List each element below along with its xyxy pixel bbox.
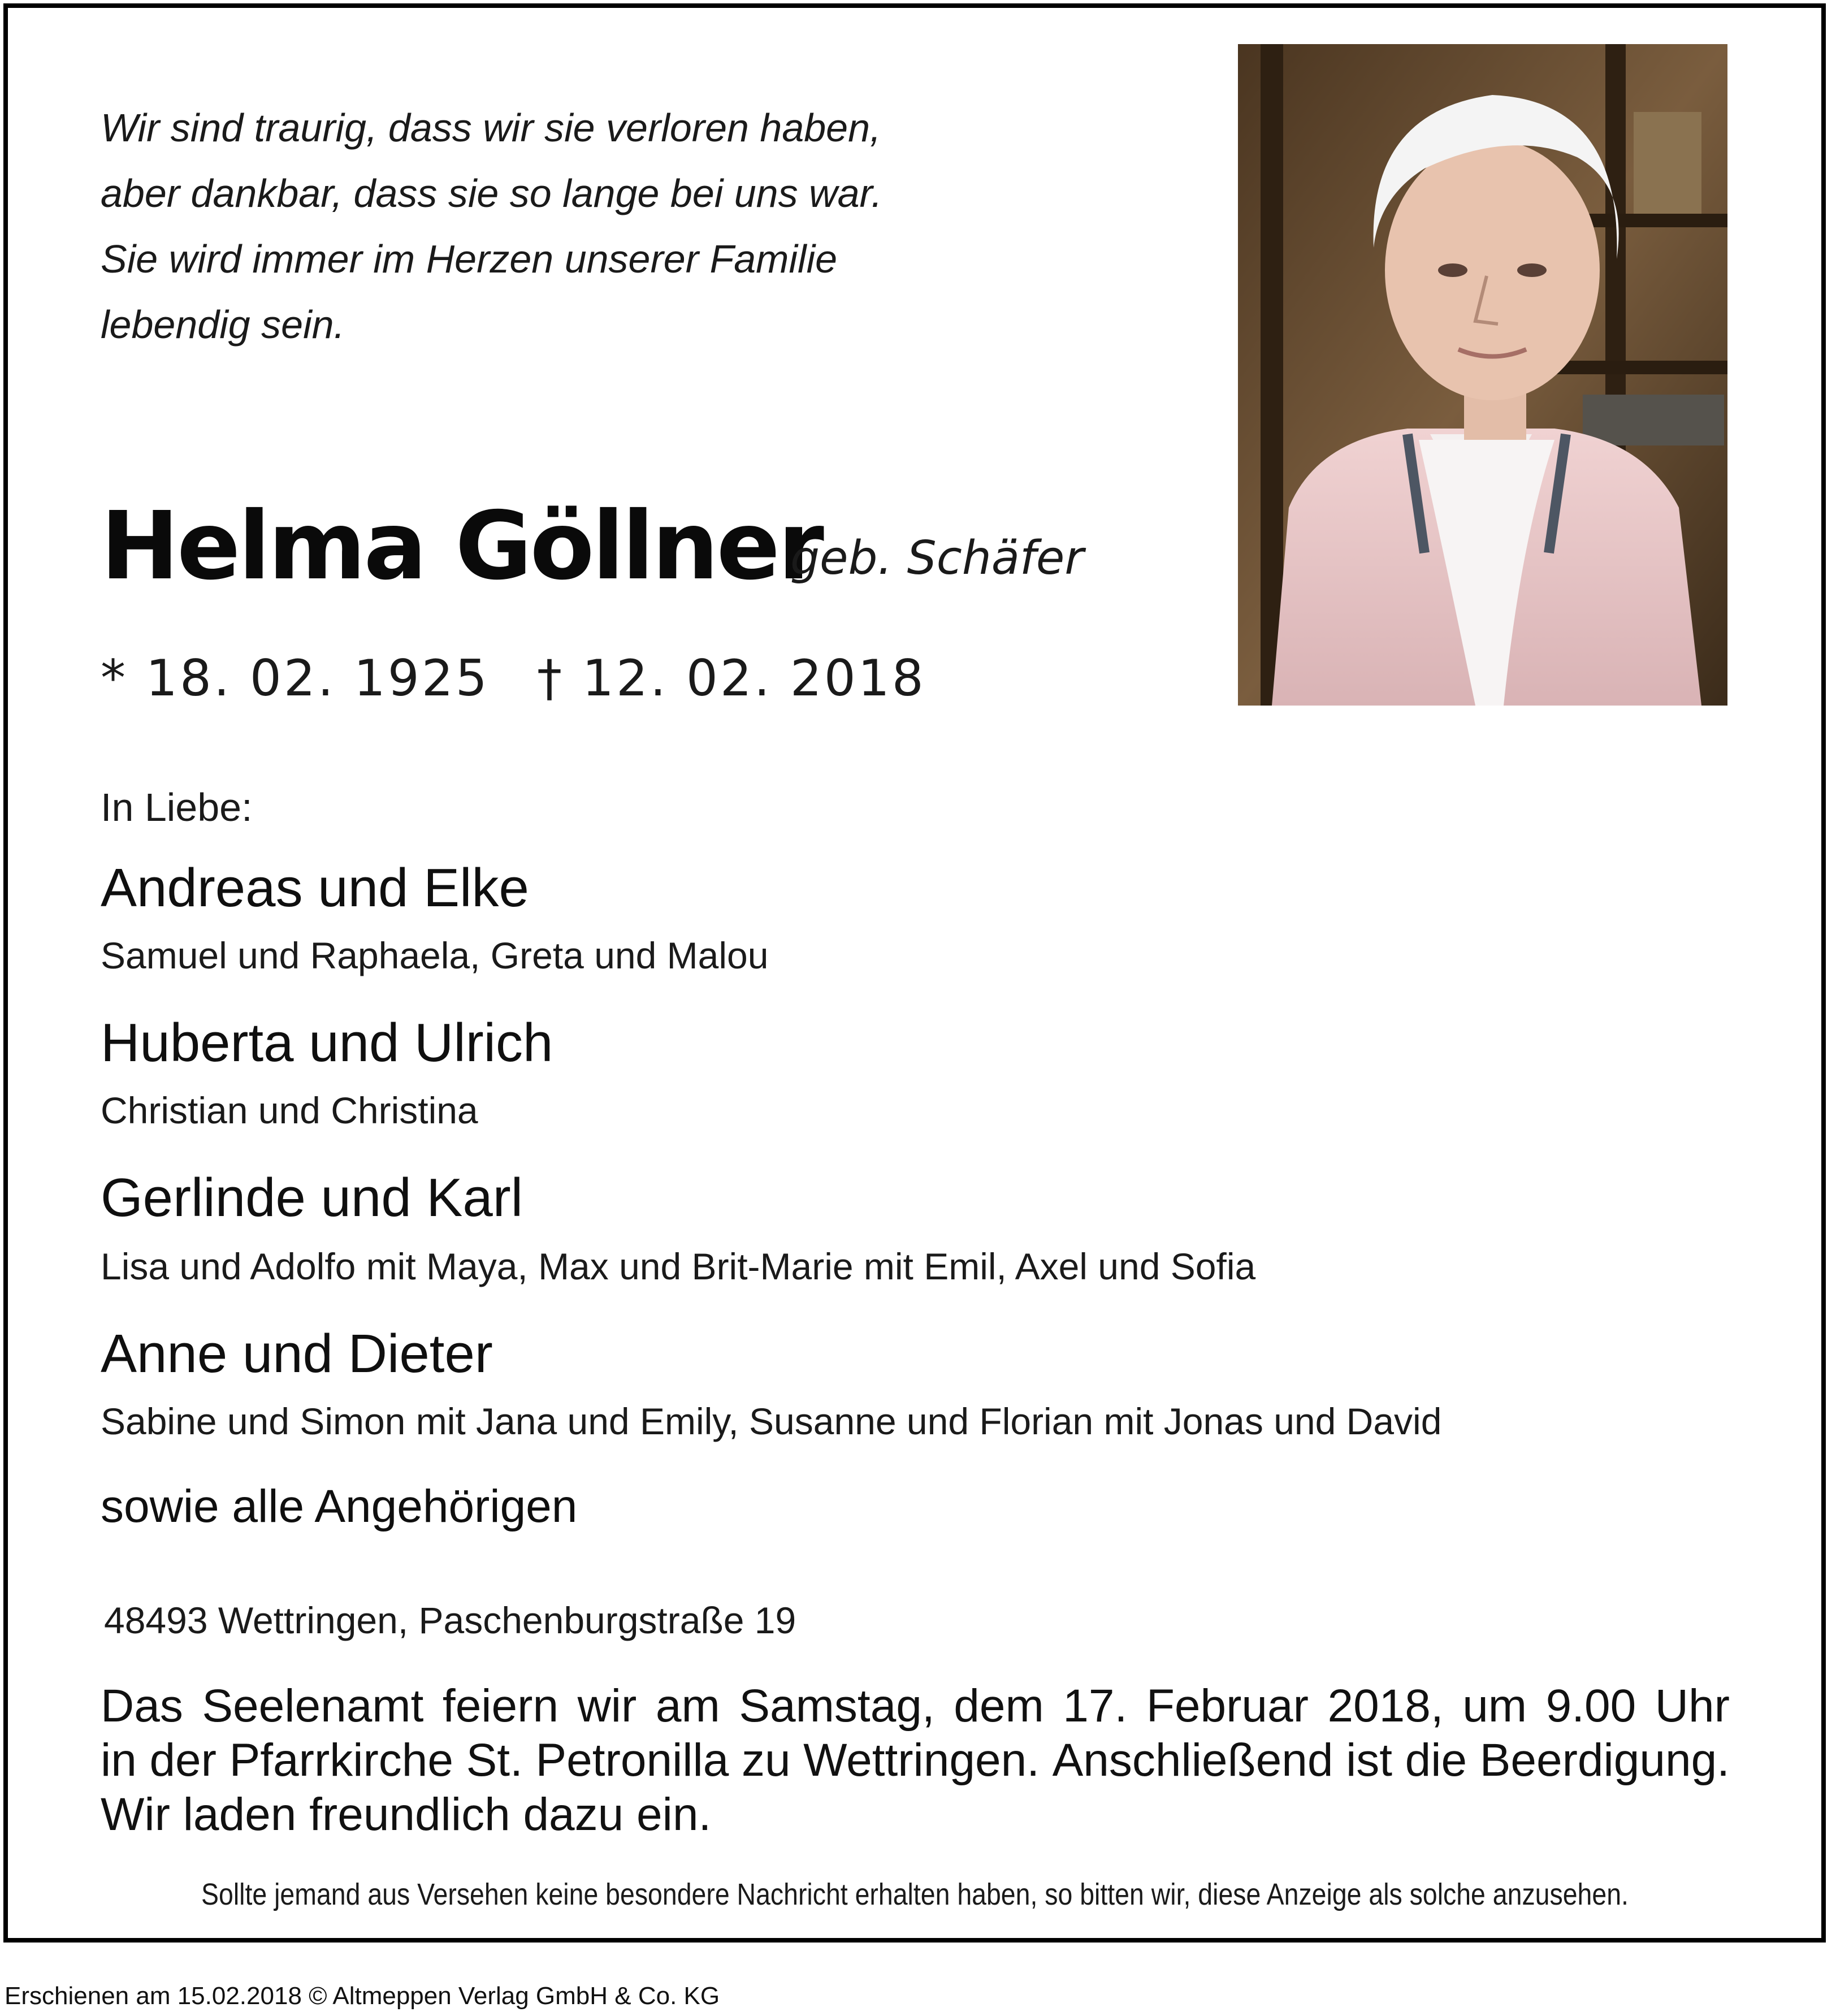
service-word: 9.00 [1545,1680,1636,1732]
service-word: zu [741,1734,791,1786]
portrait-photo [1238,44,1727,706]
portrait-icon [1238,44,1727,706]
service-word: 2018, [1327,1680,1444,1732]
birth-date: * 18. 02. 1925 [101,649,490,707]
service-word: der [149,1734,216,1786]
service-word: Beerdigung. [1479,1734,1730,1786]
poem [101,95,882,357]
publication-footer: Erschienen am 15.02.2018 © Altmeppen Verlag GmbH & Co. KG [5,1982,720,2010]
service-word: Wettringen. [803,1734,1040,1786]
other-relatives: sowie alle Angehörigen [101,1481,578,1532]
service-line-1 [101,1679,1730,1733]
service-line-3: Wir laden freundlich dazu ein. [101,1789,712,1840]
poem-line: Wir sind traurig, dass wir sie verloren haben, [101,106,881,150]
service-word: Anschließend [1052,1734,1333,1786]
service-info [101,1679,1730,1842]
family-head: Anne und Dieter [101,1323,493,1384]
family-head: Gerlinde und Karl [101,1167,523,1228]
family-head: Andreas und Elke [101,858,529,918]
service-word: wir [577,1680,637,1732]
service-word: in [101,1734,137,1786]
service-word: Samstag, [739,1680,935,1732]
mourners-intro: In Liebe: [101,785,253,829]
family-members: Sabine und Simon mit Jana und Emily, Susanne und Florian mit Jonas und David [101,1400,1442,1442]
service-word: die [1405,1734,1467,1786]
service-word: Seelenamt [202,1680,424,1732]
service-word: Pfarrkirche [229,1734,453,1786]
service-word: Das [101,1680,183,1732]
service-word: St. [466,1734,523,1786]
service-word: dem [954,1680,1044,1732]
poem-line: lebendig sein. [101,302,345,347]
service-word: am [655,1680,720,1732]
poem-line: aber dankbar, dass sie so lange bei uns war. [101,171,882,215]
poem-line: Sie wird immer im Herzen unserer Familie [101,237,838,281]
family-head: Huberta und Ulrich [101,1013,553,1073]
service-word: feiern [442,1680,559,1732]
service-word: 17. [1063,1680,1128,1732]
address: 48493 Wettringen, Paschenburgstraße 19 [104,1599,796,1641]
service-line-2 [101,1733,1730,1788]
service-word: Petronilla [535,1734,729,1786]
family-members: Lisa und Adolfo mit Maya, Max und Brit-Marie mit Emil, Axel und Sofia [101,1245,1256,1287]
maiden-name: geb. Schäfer [790,531,1084,585]
service-word: um [1462,1680,1527,1732]
notice-text: Sollte jemand aus Versehen keine besondere Nachricht erhalten haben, so bitten wir, diese Anzeige als solche anzusehen. [201,1877,1629,1911]
service-word: ist [1346,1734,1393,1786]
service-word: Februar [1146,1680,1309,1732]
family-members: Samuel und Raphaela, Greta und Malou [101,935,769,976]
deceased-name: Helma Göllner [101,492,822,601]
service-word: Uhr [1655,1680,1730,1732]
family-members: Christian und Christina [101,1089,478,1131]
death-date: † 12. 02. 2018 [537,649,926,707]
